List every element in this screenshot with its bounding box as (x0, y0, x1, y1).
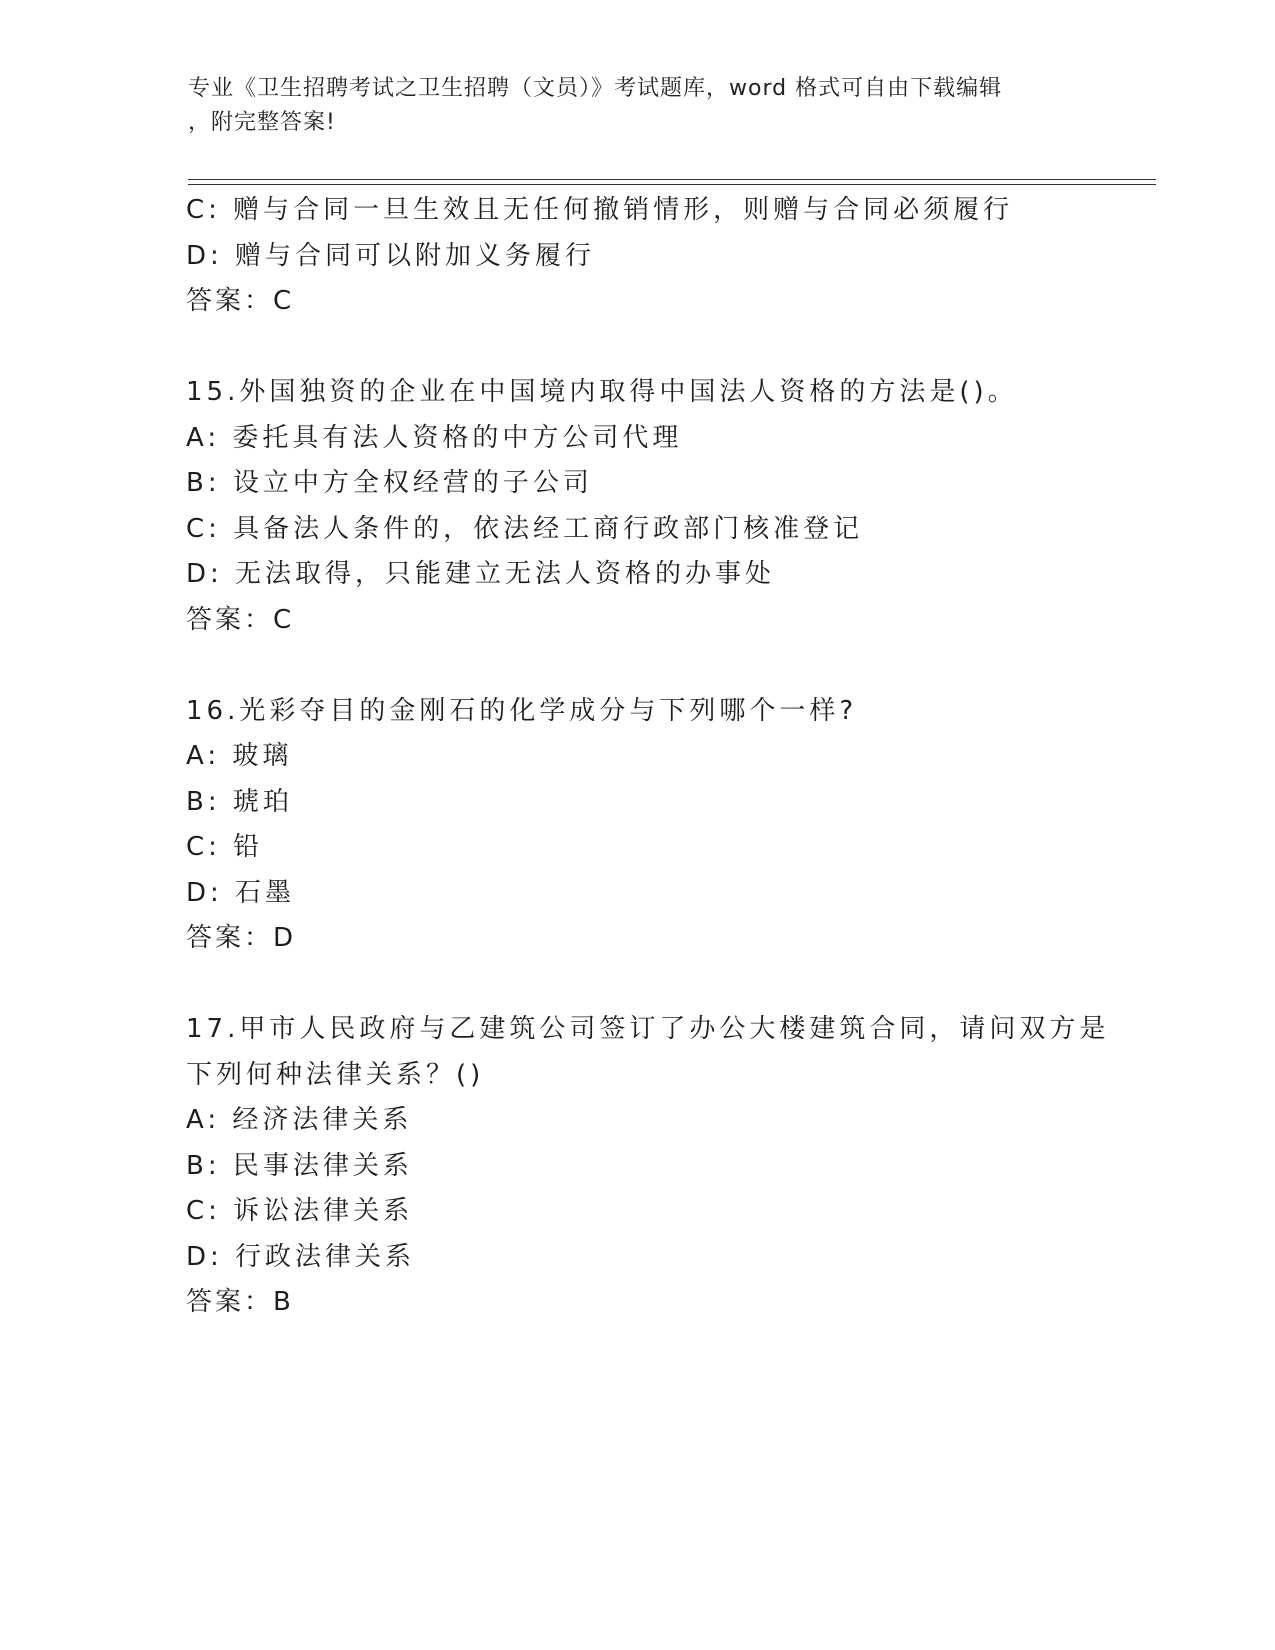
option-b: B: 琥珀 (186, 786, 293, 817)
option-a: A: 玻璃 (186, 741, 293, 771)
option-a: A: 经济法律关系 (186, 1105, 413, 1135)
question-stem: 15.外国独资的企业在中国境内取得中国法人资格的方法是()。 (186, 377, 1018, 407)
option-c: C: 具备法人条件的，依法经工商行政部门核准登记 (186, 513, 864, 544)
spacer (186, 325, 1146, 371)
answer: 答案：D (186, 923, 297, 953)
header-rule-bottom (188, 184, 1156, 185)
option-b: B: 民事法律关系 (186, 1150, 413, 1181)
option-c: C: 铅 (186, 832, 264, 862)
option-d: D: 赠与合同可以附加义务履行 (186, 240, 596, 271)
spacer (186, 643, 1146, 689)
option-d: D: 行政法律关系 (186, 1241, 416, 1272)
header-line-2: ，附完整答案! (188, 110, 336, 135)
answer: 答案：C (186, 286, 295, 316)
option-d: D: 石墨 (186, 877, 296, 908)
question-body (186, 188, 1146, 1326)
document-header (188, 72, 1068, 140)
question-16 (186, 689, 1146, 962)
header-rule-top (188, 179, 1156, 180)
option-a: A: 委托具有法人资格的中方公司代理 (186, 422, 683, 453)
option-d: D: 无法取得，只能建立无法人资格的办事处 (186, 559, 776, 589)
option-c: C: 赠与合同一旦生效且无任何撤销情形，则赠与合同必须履行 (186, 195, 1014, 225)
question-stem: 17.甲市人民政府与乙建筑公司签订了办公大楼建筑合同，请问双方是 (186, 1014, 1110, 1044)
question-17 (186, 1007, 1146, 1326)
option-c: C: 诉讼法律关系 (186, 1196, 414, 1226)
question-15 (186, 370, 1146, 643)
spacer (186, 962, 1146, 1008)
answer: 答案：C (186, 604, 295, 635)
header-line-1: 专业《卫生招聘考试之卫生招聘（文员）》考试题库，word 格式可自由下载编辑 (188, 76, 1003, 101)
question-stem-cont: 下列何种法律关系？() (186, 1059, 485, 1090)
answer: 答案：B (186, 1287, 294, 1317)
option-b: B: 设立中方全权经营的子公司 (186, 468, 593, 498)
question-stem: 16.光彩夺目的金刚石的化学成分与下列哪个一样? (186, 695, 858, 726)
